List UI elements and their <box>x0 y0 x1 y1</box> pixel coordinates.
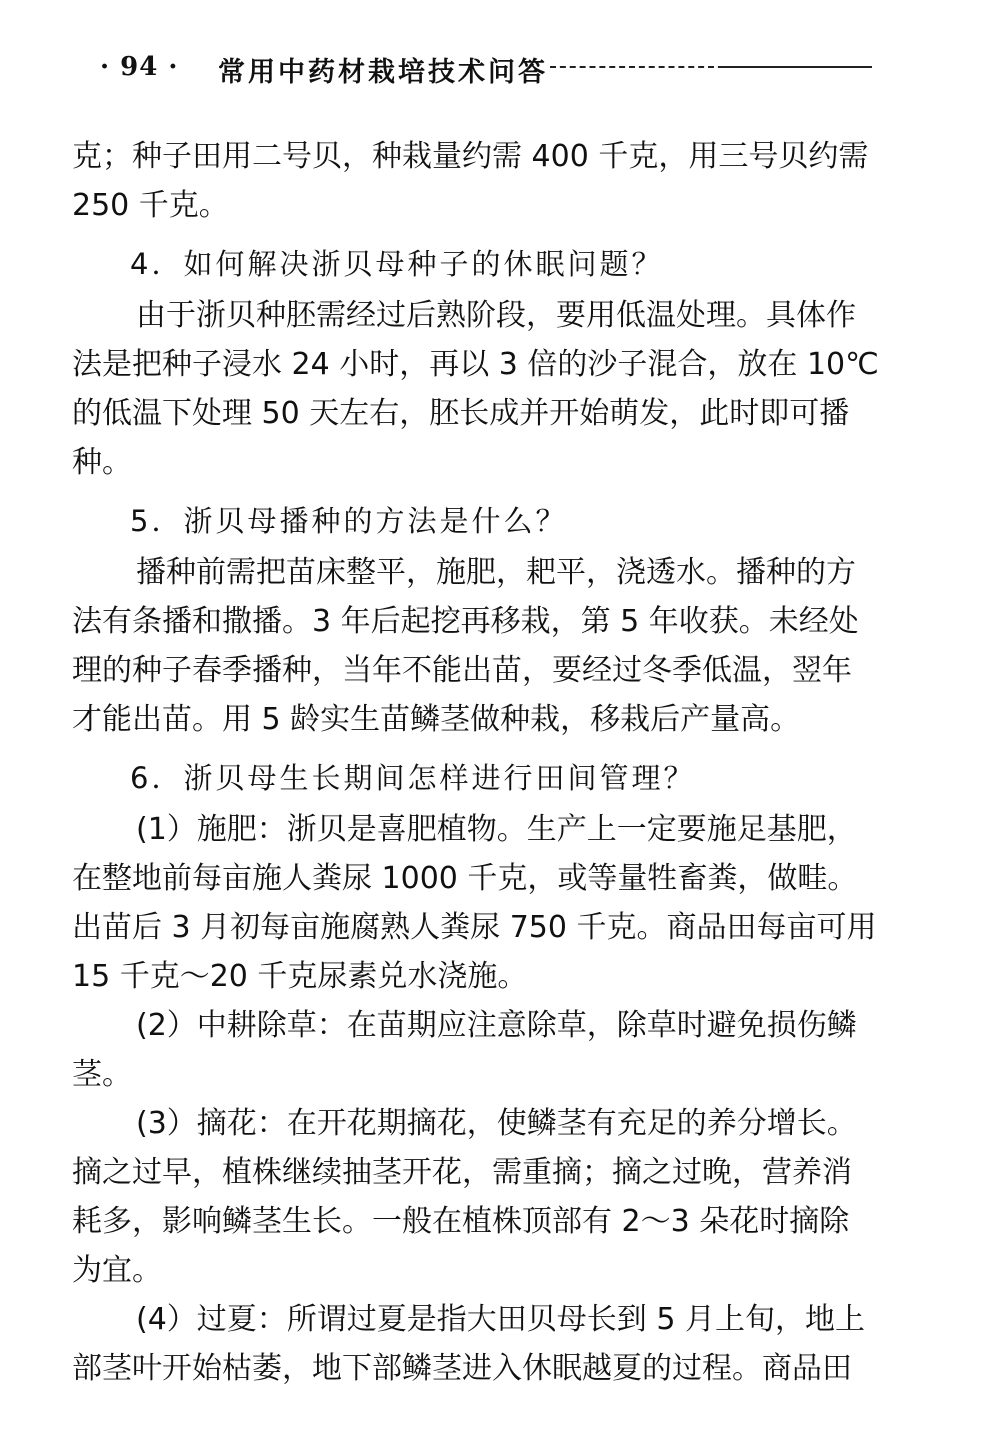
text-line: 法是把种子浸水 24 小时，再以 3 倍的沙子混合，放在 10℃ <box>72 347 879 382</box>
text-line: 播种前需把苗床整平，施肥，耙平，浇透水。播种的方 <box>136 555 856 590</box>
text-line: 法有条播和撒播。3 年后起挖再移栽，第 5 年收获。未经处 <box>72 604 859 639</box>
running-title: 常用中药材栽培技术问答 <box>218 57 548 88</box>
text-line: (4）过夏：所谓过夏是指大田贝母长到 5 月上旬，地上 <box>136 1302 865 1337</box>
text-line: (2）中耕除草：在苗期应注意除草，除草时避免损伤鳞 <box>136 1008 857 1043</box>
text-line: 理的种子春季播种，当年不能出苗，要经过冬季低温，翌年 <box>72 653 852 688</box>
header-rule-solid <box>720 66 870 68</box>
question-heading-6: 6．浙贝母生长期间怎样进行田间管理？ <box>130 761 696 795</box>
page-header <box>100 50 900 90</box>
text-line: (3）摘花：在开花期摘花，使鳞茎有充足的养分增长。 <box>136 1106 857 1141</box>
question-heading-4: 4．如何解决浙贝母种子的休眠问题？ <box>130 247 664 281</box>
text-line: 的低温下处理 50 天左右，胚长成并开始萌发，此时即可播 <box>72 396 850 431</box>
text-line: 才能出苗。用 5 龄实生苗鳞茎做种栽，移栽后产量高。 <box>72 702 801 737</box>
text-line: 部茎叶开始枯萎，地下部鳞茎进入休眠越夏的过程。商品田 <box>72 1351 852 1386</box>
question-heading-5: 5．浙贝母播种的方法是什么？ <box>130 504 568 538</box>
text-line: 耗多，影响鳞茎生长。一般在植株顶部有 2～3 朵花时摘除 <box>72 1204 850 1239</box>
text-line: (1）施肥：浙贝是喜肥植物。生产上一定要施足基肥， <box>136 812 857 847</box>
text-line: 克；种子田用二号贝，种栽量约需 400 千克，用三号贝约需 <box>72 139 869 174</box>
text-line: 摘之过早，植株继续抽茎开花，需重摘；摘之过晚，营养消 <box>72 1155 852 1190</box>
body-text <box>72 132 907 1393</box>
text-line: 250 千克。 <box>72 188 229 223</box>
page-number: · 94 · <box>100 52 179 82</box>
text-line: 15 千克～20 千克尿素兑水浇施。 <box>72 959 528 994</box>
text-line: 由于浙贝种胚需经过后熟阶段，要用低温处理。具体作 <box>136 298 856 333</box>
text-line: 种。 <box>72 445 132 480</box>
text-line: 在整地前每亩施人粪尿 1000 千克，或等量牲畜粪，做畦。 <box>72 861 858 896</box>
text-line: 出苗后 3 月初每亩施腐熟人粪尿 750 千克。商品田每亩可用 <box>72 910 877 945</box>
text-line: 为宜。 <box>72 1253 162 1288</box>
text-line: 茎。 <box>72 1057 132 1092</box>
